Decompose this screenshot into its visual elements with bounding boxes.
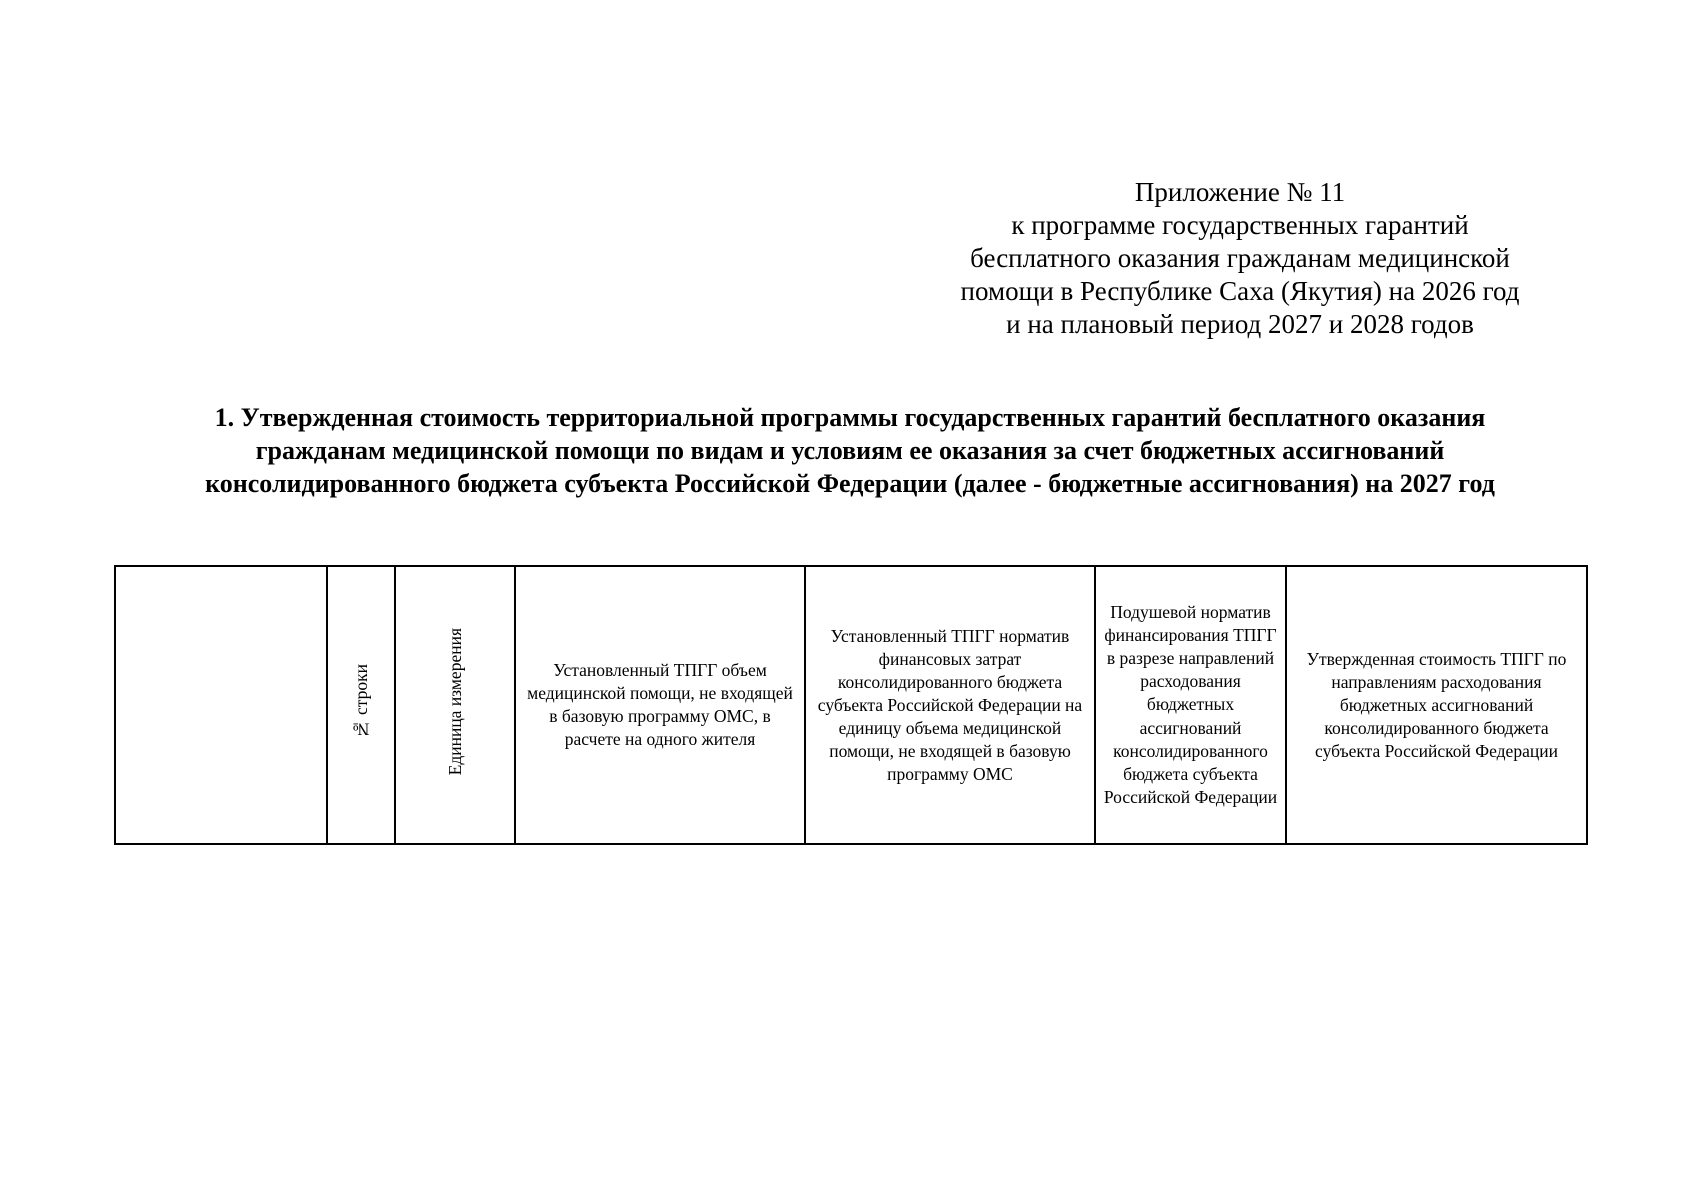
- cost-table: [114, 565, 1588, 845]
- header-cost-norm: Установленный ТПГГ норматив финансовых затрат консолидированного бюджета субъекта Российской Федерации на единицу объема медицинской помощи, не входящей в базовую программу ОМС: [805, 566, 1095, 844]
- appendix-line-3: помощи в Республике Саха (Якутия) на 2026 год: [960, 276, 1520, 306]
- header-per-capita-norm: Подушевой норматив финансирования ТПГГ в разрезе направлений расходования бюджетных ассигнований консолидированного бюджета субъекта Российской Федерации: [1095, 566, 1286, 844]
- document-title: [110, 401, 1590, 500]
- table-header-row: [115, 566, 1587, 844]
- appendix-line-1: к программе государственных гарантий: [1011, 210, 1469, 240]
- header-row-number: [327, 566, 395, 844]
- appendix-header: [945, 176, 1535, 341]
- header-approved-cost: Утвержденная стоимость ТПГГ по направлениям расходования бюджетных ассигнований консолидированного бюджета субъекта Российской Федерации: [1286, 566, 1587, 844]
- header-unit-label: Единица измерения: [444, 628, 465, 776]
- header-name-column: [115, 566, 327, 844]
- title-line-1: 1. Утвержденная стоимость территориальной программы государственных гарантий бесплатного оказания: [214, 403, 1486, 432]
- header-unit: [395, 566, 515, 844]
- title-line-3: консолидированного бюджета субъекта Российской Федерации (далее - бюджетные ассигнования) на 2027 год: [205, 469, 1495, 498]
- header-volume: Установленный ТПГГ объем медицинской помощи, не входящей в базовую программу ОМС, в расчете на одного жителя: [515, 566, 805, 844]
- header-row-number-label: № строки: [350, 664, 371, 740]
- title-line-2: гражданам медицинской помощи по видам и условиям ее оказания за счет бюджетных ассигнований: [255, 436, 1445, 465]
- appendix-line-4: и на плановый период 2027 и 2028 годов: [1006, 309, 1474, 339]
- appendix-number: Приложение № 11: [1134, 177, 1346, 207]
- appendix-line-2: бесплатного оказания гражданам медицинской: [970, 243, 1510, 273]
